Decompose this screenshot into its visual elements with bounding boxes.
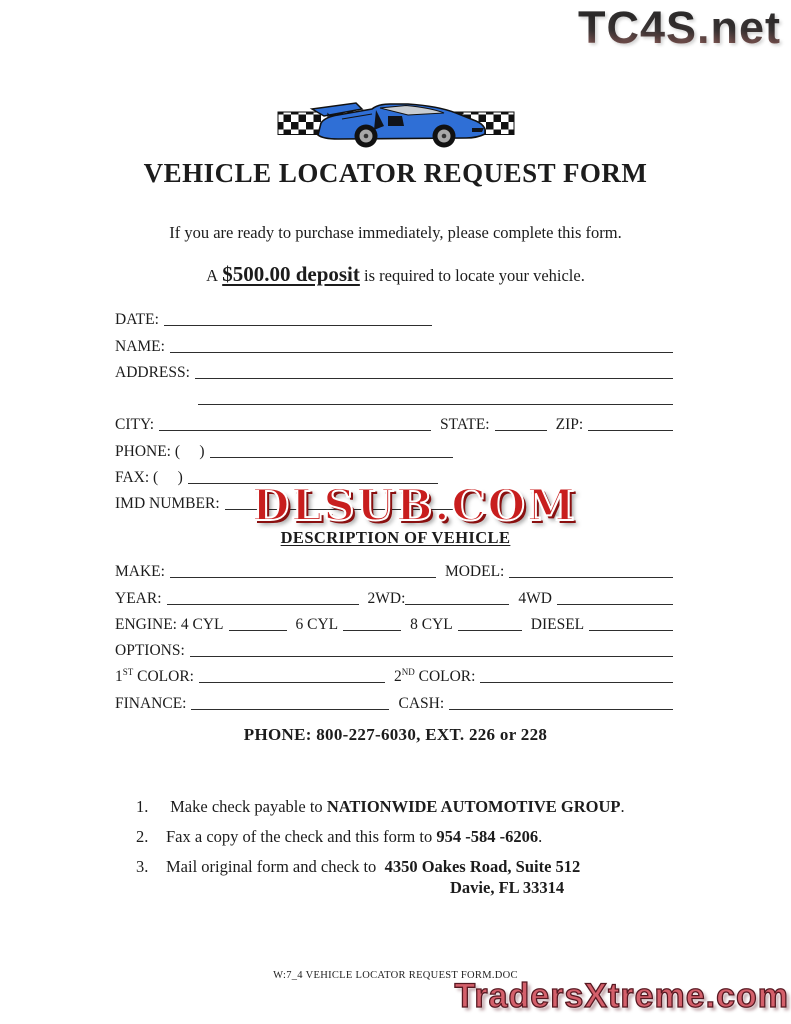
instruction-2-text: Fax a copy of the check and this form to 954 -584 -6206. <box>166 827 543 846</box>
name-label: NAME: <box>115 337 165 355</box>
options-input-line[interactable] <box>190 656 673 657</box>
state-input-line[interactable] <box>495 430 547 431</box>
engine-4cyl-line[interactable] <box>229 630 287 631</box>
make-input-line[interactable] <box>170 577 436 578</box>
page-title: VEHICLE LOCATOR REQUEST FORM <box>143 158 648 188</box>
2wd-input-line[interactable] <box>405 604 509 605</box>
name-input-line[interactable] <box>170 352 673 353</box>
race-car-illustration <box>276 92 516 161</box>
city-state-zip-row <box>115 408 673 434</box>
state-label: STATE: <box>440 416 490 434</box>
address2-field-row <box>115 382 673 408</box>
deposit-prefix: A <box>206 266 223 285</box>
make-label: MAKE: <box>115 563 165 581</box>
address-input-line[interactable] <box>195 378 673 379</box>
description-of-vehicle-heading: DESCRIPTION OF VEHICLE <box>280 528 511 547</box>
phone-label: PHONE: ( ) <box>115 442 205 460</box>
zip-input-line[interactable] <box>588 430 673 431</box>
date-field-row <box>115 303 673 329</box>
instruction-2-number: 2. <box>136 827 149 846</box>
instructions-list <box>136 797 696 908</box>
tradersxtreme-watermark-logo: TradersXtreme.com <box>454 977 789 1015</box>
fax-number: 954 -584 -6206 <box>436 827 539 846</box>
engine-4cyl-label: ENGINE: 4 CYL <box>115 615 224 633</box>
address-field-row <box>115 356 673 382</box>
colors-row <box>115 660 673 686</box>
mail-address-line1: 4350 Oakes Road, Suite 512 <box>384 857 581 876</box>
race-car-graphic <box>276 92 516 156</box>
deposit-suffix: is required to locate your vehicle. <box>359 266 585 285</box>
4wd-input-line[interactable] <box>557 604 673 605</box>
date-label: DATE: <box>115 311 159 329</box>
year-input-line[interactable] <box>167 604 359 605</box>
cash-input-line[interactable] <box>449 709 673 710</box>
instruction-item-3 <box>136 857 696 897</box>
make-model-row <box>115 555 673 581</box>
instruction-item-2 <box>136 827 696 846</box>
cash-label: CASH: <box>398 694 445 712</box>
intro-text: If you are ready to purchase immediately, please complete this form. <box>169 223 622 242</box>
instruction-1-text: Make check payable to NATIONWIDE AUTOMOTIVE GROUP. <box>166 797 625 816</box>
zip-label: ZIP: <box>555 416 584 434</box>
engine-8cyl-label: 8 CYL <box>410 615 453 633</box>
model-label: MODEL: <box>444 563 505 581</box>
address-label: ADDRESS: <box>115 363 190 381</box>
first-color-input-line[interactable] <box>199 682 385 683</box>
deposit-notice <box>0 262 791 287</box>
instruction-3-number: 3. <box>136 857 149 876</box>
phone-field-row <box>115 434 673 460</box>
engine-8cyl-line[interactable] <box>458 630 522 631</box>
fax-label: FAX: ( ) <box>115 469 183 487</box>
engine-diesel-line[interactable] <box>589 630 673 631</box>
finance-input-line[interactable] <box>191 709 389 710</box>
options-row <box>115 634 673 660</box>
first-color-label: 1ST COLOR: <box>115 667 194 686</box>
mail-address-line2: Davie, FL 33314 <box>450 878 565 897</box>
imd-number-label: IMD NUMBER: <box>115 495 220 513</box>
tc4s-watermark-logo: TC4S.net <box>577 2 781 53</box>
options-label: OPTIONS: <box>115 642 185 660</box>
date-input-line[interactable] <box>164 325 432 326</box>
dlsub-watermark-logo: DLSUB.COM <box>252 481 577 531</box>
name-field-row <box>115 329 673 355</box>
year-drivetrain-row <box>115 581 673 607</box>
document-filename: W:7_4 VEHICLE LOCATOR REQUEST FORM.DOC <box>273 970 518 981</box>
contact-phone-line: PHONE: 800-227-6030, EXT. 226 or 228 <box>243 725 548 744</box>
city-input-line[interactable] <box>159 430 431 431</box>
instruction-1-number: 1. <box>136 797 149 816</box>
engine-row <box>115 608 673 634</box>
finance-label: FINANCE: <box>115 694 187 712</box>
model-input-line[interactable] <box>509 577 673 578</box>
engine-diesel-label: DIESEL <box>530 615 585 633</box>
deposit-amount: $500.00 deposit <box>222 262 360 286</box>
phone-input-line[interactable] <box>210 457 453 458</box>
year-label: YEAR: <box>115 589 162 607</box>
2wd-label: 2WD: <box>367 589 406 607</box>
instruction-item-1 <box>136 797 696 816</box>
second-color-input-line[interactable] <box>480 682 673 683</box>
city-label: CITY: <box>115 416 155 434</box>
vehicle-fields-section <box>115 555 673 713</box>
engine-6cyl-label: 6 CYL <box>295 615 339 633</box>
payee-name: NATIONWIDE AUTOMOTIVE GROUP <box>326 797 621 816</box>
engine-6cyl-line[interactable] <box>343 630 401 631</box>
4wd-label: 4WD <box>518 589 552 607</box>
instruction-3-text: Mail original form and check to 4350 Oakes Road, Suite 512 Davie, FL 33314 <box>166 857 581 897</box>
address2-input-line[interactable] <box>198 404 673 405</box>
second-color-label: 2ND COLOR: <box>393 667 476 686</box>
finance-cash-row <box>115 686 673 712</box>
